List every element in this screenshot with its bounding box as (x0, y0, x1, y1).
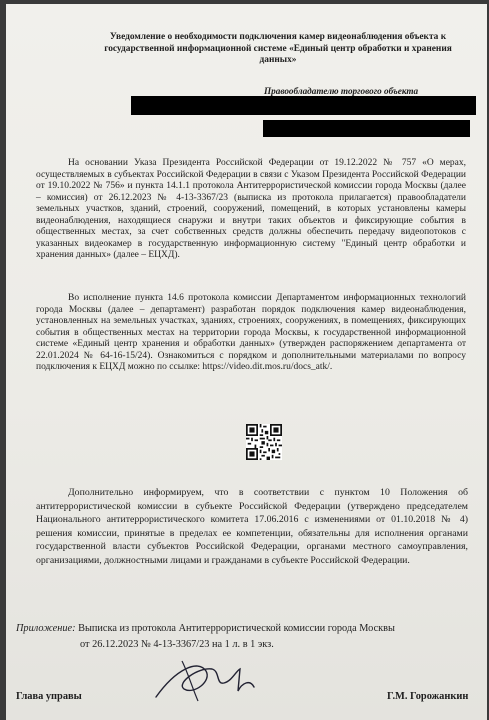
paragraph-text: Во исполнение пункта 14.6 протокола комиссии Департаментом информационных технологий города Москвы (далее – департамент) разработан порядок подключения камер видеонаблюдения, установленных на земельных участках, зданиях, строениях, сооружениях, в помещениях, фиксирующих события в общественных местах на территории города Москвы, к государственной информационной системе «Единый центр хранения и обработки данных» (утвержден распоряжением департамента от 22.01.2024 № 64-16-15/24). Ознакомиться с порядком и дополнительными материалами по вопросу подключения к ЕЦХД можно по ссылке: https://video.dit.mos.ru/docs_atk/. (36, 293, 466, 373)
addressee-label: Правообладателю торгового объекта (264, 86, 419, 96)
redaction-bar (131, 96, 476, 115)
attachment-label: Приложение: (16, 623, 76, 634)
paragraph-text: Дополнительно информируем, что в соответствии с пунктом 10 Положения об антитеррористической комиссии в субъекте Российской Федерации (утверждено председателем Национального антитеррористического комитета 17.06.2016 с изменениями от 01.10.2018 № 4) решения комиссии, принятые в пределах ее компетенции, обязательны для исполнения органами государственной власти субъектов Российской Федерации, органами местного самоуправления, организациями, должностными лицами и гражданами в субъекте Российской Федерации. (36, 487, 468, 566)
paragraph-text: На основании Указа Президента Российской Федерации от 19.12.2022 № 757 «О мерах, осуществляемых в субъектах Российской Федерации в связи с Указом Президента Российской Федерации от 19.10.2022 № 756» и пункта 14.1.1 протокола Антитеррористической комиссии города Москвы (далее – комиссия) от 26.12.2023 № 4-13-3367/23 (выписка из протокола прилагается) правообладатели земельных участков, зданий, строений, сооружений, помещений, в которых установлены камеры видеонаблюдения, находящиеся снаружи и внутри таких объектов и фиксирующие события в общественных местах, за счет собственных средств должны обеспечить передачу видеопотоков с указанных видеокамер в государственную информационную систему "Единый центр обработки и хранения данных» (далее – ЕЦХД). (36, 158, 466, 261)
signatory-position: Глава управы (16, 691, 82, 702)
body-paragraph-3 (36, 486, 468, 568)
body-paragraph-1 (36, 158, 466, 262)
document-title: Уведомление о необходимости подключения камер видеонаблюдения объекта к государственной информационной системе «Единый центр обработки и хранения данных» (104, 32, 452, 65)
attachment-line-1: Выписка из протокола Антитеррористической комиссии города Москвы (78, 623, 395, 634)
qr-code-icon (246, 424, 282, 460)
redaction-bar (263, 120, 470, 137)
document-page (6, 4, 487, 720)
body-paragraph-2 (36, 293, 466, 374)
handwritten-signature (146, 649, 266, 709)
signatory-name: Г.М. Горожанкин (387, 691, 469, 702)
attachment-line-2: от 26.12.2023 № 4-13-3367/23 на 1 л. в 1 экз. (80, 639, 274, 650)
